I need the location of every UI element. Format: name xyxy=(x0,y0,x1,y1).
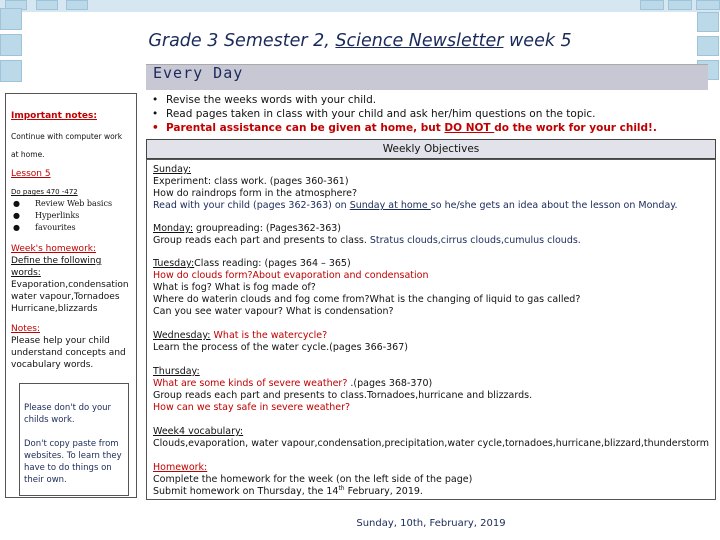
objective-line: What are some kinds of severe weather? .(pages 368-370) xyxy=(153,378,433,389)
decor-tile xyxy=(0,60,22,82)
homework-words: Evaporation,condensation water vapour,Tornadoes Hurricane,blizzards xyxy=(11,280,129,314)
decor-tile xyxy=(696,0,720,10)
homework-title: Homework: xyxy=(153,462,208,473)
objective-line: What is fog? What is fog made of? xyxy=(153,282,316,293)
day-title: Thursday: xyxy=(153,366,200,377)
every-day-bullets xyxy=(152,93,712,135)
do-pages-label: Do pages 470 -472 xyxy=(11,188,78,196)
objective-line: Can you see water vapour? What is condensation? xyxy=(153,306,394,317)
monday-section xyxy=(153,223,713,247)
decor-tile xyxy=(66,0,88,10)
list-item: ● Review Web basics xyxy=(13,199,113,208)
objective-line: Where do waterin clouds and fog come from?What is the changing of liquid to gas called? xyxy=(153,294,581,305)
objective-line: Group reads each part and presents to class.Tornadoes,hurricane and blizzards. xyxy=(153,390,533,401)
bullet-item: • Revise the weeks words with your child. xyxy=(152,93,712,107)
objective-line: Submit homework on Thursday, the 14th February, 2019. xyxy=(153,484,423,497)
objective-line: Read with your child (pages 362-363) on Sunday at home so he/she gets an idea about the lesson on Monday. xyxy=(153,200,678,211)
homework-heading: Week's homework: xyxy=(11,244,97,254)
tuesday-section xyxy=(153,258,713,318)
objective-line: How do clouds form?About evaporation and condensation xyxy=(153,270,429,281)
vocabulary-section xyxy=(153,426,713,450)
objective-line: Learn the process of the water cycle.(pages 366-367) xyxy=(153,342,408,353)
weekly-objectives-heading: Weekly Objectives xyxy=(146,139,716,159)
important-notes-heading: Important notes: xyxy=(11,111,97,121)
thursday-section xyxy=(153,366,713,414)
reminder-box xyxy=(19,383,129,496)
objective-line: Wednesday: What is the watercycle? xyxy=(153,330,328,341)
decor-tile xyxy=(697,12,719,32)
decor-tile xyxy=(668,0,692,10)
vocabulary-words: Clouds,evaporation, water vapour,condensation,precipitation,water cycle,tornadoes,hurricane,blizzard,thunderstorm xyxy=(153,438,709,449)
decor-tile xyxy=(36,0,58,10)
objective-line: How can we stay safe in severe weather? xyxy=(153,402,351,413)
bullet-item: • Read pages taken in class with your child and ask her/him questions on the topic. xyxy=(152,107,712,121)
homework-instruction: Define the following words: xyxy=(11,256,102,278)
decor-tile xyxy=(640,0,664,10)
decor-tile xyxy=(0,8,22,30)
objective-line: Group reads each part and presents to class. Stratus clouds,cirrus clouds,cumulus clouds. xyxy=(153,235,581,246)
objective-line: Monday: groupreading: (Pages362-363) xyxy=(153,223,341,234)
reminder-note: Please don't do your childs work. xyxy=(24,403,112,425)
notes-heading: Notes: xyxy=(11,324,41,334)
objective-line: Experiment: class work. (pages 360-361) xyxy=(153,176,349,187)
every-day-heading: Every Day xyxy=(153,64,244,82)
notes-text: Please help your child understand concepts and vocabulary words. xyxy=(11,336,126,370)
sunday-section xyxy=(153,164,713,212)
objective-line: Complete the homework for the week (on the left side of the page) xyxy=(153,474,473,485)
wednesday-section xyxy=(153,330,713,354)
lesson-label: Lesson 5 xyxy=(11,169,51,179)
title-suffix: week 5 xyxy=(503,31,572,51)
objective-line: Tuesday:Class reading: (pages 364 – 365) xyxy=(153,258,351,269)
list-item: ● Hyperlinks xyxy=(13,211,80,220)
objective-line: How do raindrops form in the atmosphere? xyxy=(153,188,358,199)
reminder-note: Don't copy paste from websites. To learn they have to do things on their own. xyxy=(24,439,122,485)
header-band xyxy=(0,0,720,12)
title-underlined: Science Newsletter xyxy=(335,31,504,51)
bullet-item: • Parental assistance can be given at home, but DO NOT do the work for your child!. xyxy=(152,121,712,135)
day-title: Sunday: xyxy=(153,164,192,175)
continue-work-text: Continue with computer work at home. xyxy=(11,132,123,159)
vocabulary-title: Week4 vocabulary: xyxy=(153,426,244,437)
homework-section xyxy=(153,462,713,498)
footer-date: Sunday, 10th, February, 2019 xyxy=(356,518,506,529)
list-item: ● favourites xyxy=(13,223,76,232)
page-title xyxy=(0,31,720,51)
weekly-objectives-panel xyxy=(146,159,716,500)
title-prefix: Grade 3 Semester 2, xyxy=(148,31,336,51)
